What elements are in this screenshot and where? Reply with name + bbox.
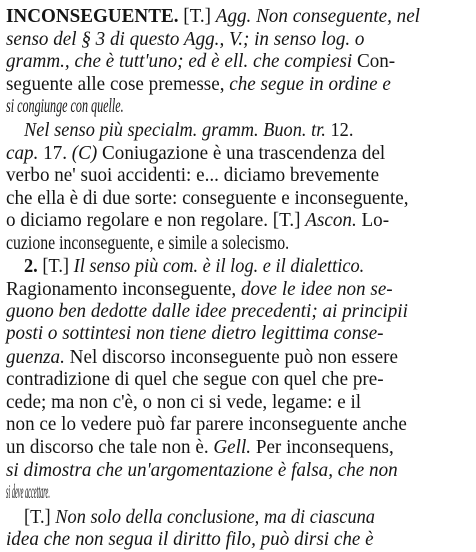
entry-text-line	[6, 49, 470, 74]
text-run: o diciamo regolare e non regolare. [T.]	[6, 210, 306, 231]
text-run: INCONSEGUENTE.	[6, 6, 179, 27]
entry-text-line	[6, 480, 160, 505]
text-run: Con-	[352, 51, 396, 72]
text-run: Per inconsequens,	[251, 437, 394, 458]
text-run: gramm., che è tutt'uno; ed è ell. che compiesi	[6, 51, 353, 72]
text-run: si deve accettare.	[6, 482, 50, 503]
text-run: che segue in ordine e	[229, 74, 391, 95]
text-run: Agg. Non conseguente, nel	[215, 6, 420, 27]
text-run: Lo-	[356, 210, 390, 231]
text-run: posti o sottintesi non tiene dietro legittima conse-	[6, 323, 384, 344]
text-run: si dimostra che un'argomentazione è falsa, che non	[6, 460, 398, 481]
text-run: che ella è di due sorte: conseguente e inconseguente,	[6, 188, 409, 209]
text-run: Ascon.	[305, 210, 357, 231]
text-run: cap.	[6, 143, 39, 164]
entry-text-line	[6, 412, 470, 437]
text-run: Non solo della conclusione, ma di ciascuna	[55, 507, 375, 528]
text-run: Il senso più com. è il log. e il dialettico.	[73, 256, 365, 277]
text-run: verbo ne' suoi accidenti: e... diciamo brevemente	[6, 165, 380, 186]
text-run: cede; ma non c'è, o non ci si vede, legame: e il	[6, 392, 362, 413]
text-run: Coniugazione è una trascendenza del	[97, 143, 386, 164]
text-run: un discorso che tale non è.	[6, 437, 214, 458]
text-run: [T.]	[178, 6, 216, 27]
entry-text-line	[6, 163, 470, 188]
entry-text-line	[6, 94, 300, 119]
text-run: dove le idee non se-	[240, 279, 393, 300]
entry-text-line	[6, 435, 470, 460]
text-run: senso del § 3 di questo Agg., V.; in senso log. o	[6, 29, 365, 50]
text-run: Nel senso più specialm. gramm. Buon. tr.	[24, 120, 326, 141]
entry-text-line	[6, 231, 390, 256]
text-run: cuzione inconseguente, e simile a solecismo.	[6, 233, 290, 254]
text-run: idea che non segua il diritto filo, può dirsi che è	[6, 529, 374, 550]
text-run: seguente alle cose premesse,	[6, 74, 230, 95]
text-run: 2.	[24, 256, 38, 277]
text-run: Gell.	[213, 437, 252, 458]
entry-text-line	[24, 118, 470, 143]
text-run: si congiunge con quelle.	[6, 96, 124, 117]
entry-text-line	[6, 4, 470, 29]
text-run: Ragionamento inconseguente,	[6, 279, 241, 300]
entry-text-line	[6, 527, 470, 552]
text-run: 12.	[325, 120, 354, 141]
text-run: Nel discorso inconseguente può non essere	[64, 347, 399, 368]
text-run: guenza.	[6, 347, 65, 368]
entry-text-line	[6, 208, 470, 233]
entry-text-line	[6, 367, 470, 392]
text-run: guono ben dedotte dalle idee precedenti; ai principii	[6, 301, 408, 322]
entry-text-line	[6, 321, 470, 346]
text-run: [T.]	[24, 507, 56, 528]
text-run: [T.]	[37, 256, 74, 277]
text-run: non ce lo vedere può far parere inconseguente anche	[6, 414, 407, 435]
text-run: contradizione di quel che segue con quel che pre-	[6, 369, 384, 390]
entry-text-line	[24, 254, 470, 279]
text-run: (C)	[71, 143, 98, 164]
text-run: 17.	[38, 143, 72, 164]
